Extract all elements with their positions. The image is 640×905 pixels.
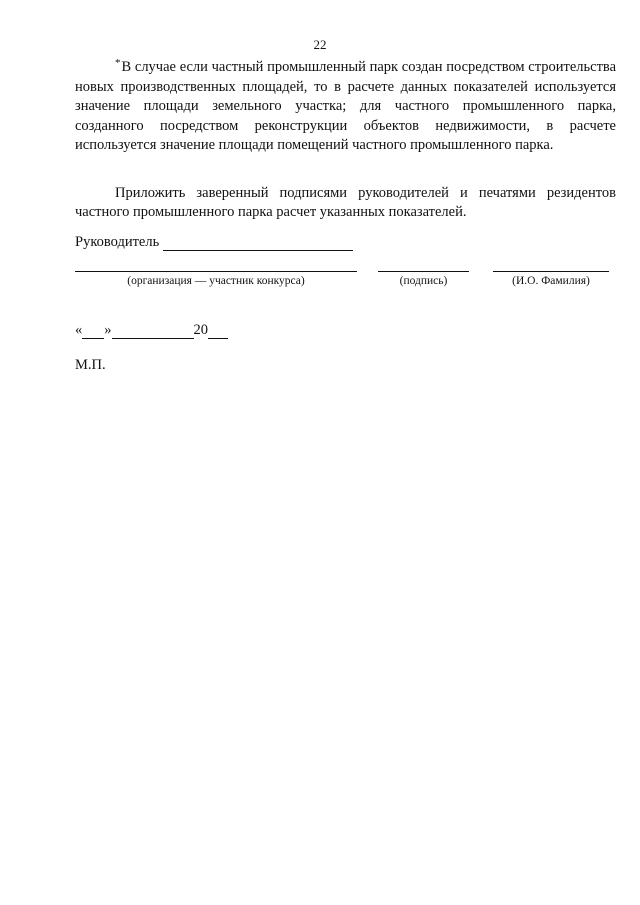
name-caption: (И.О. Фамилия) bbox=[512, 275, 590, 287]
name-blank-line bbox=[493, 271, 609, 272]
footnote-paragraph bbox=[75, 58, 616, 155]
year-prefix: 20 bbox=[193, 322, 208, 338]
head-signature-row bbox=[75, 234, 353, 251]
organization-blank-line bbox=[75, 271, 357, 272]
date-close-quote: » bbox=[104, 322, 112, 338]
page-number: 22 bbox=[313, 37, 327, 52]
day-blank bbox=[82, 324, 104, 339]
signature-blank-line bbox=[378, 271, 469, 272]
year-blank bbox=[208, 324, 228, 339]
date-line bbox=[75, 322, 228, 339]
organization-caption: (организация — участник конкурса) bbox=[127, 275, 305, 287]
head-name-blank bbox=[163, 236, 353, 251]
attachment-instruction: Приложить заверенный подписями руководителей и печатями резидентов частного промышленного парка расчет указанных показателей. bbox=[75, 185, 616, 221]
stamp-placeholder: М.П. bbox=[75, 357, 106, 373]
footnote-text: В случае если частный промышленный парк создан посредством строительства новых производственных площадей, то в расчете данных показателей используется значение площади земельного участка; для частного промышленного парка, созданного посредством реконструкции объектов недвижимости, в расчете используется значение площади помещений частного промышленного парка. bbox=[75, 59, 616, 153]
signature-caption: (подпись) bbox=[399, 275, 448, 287]
date-open-quote: « bbox=[75, 322, 83, 338]
head-label: Руководитель bbox=[75, 234, 160, 250]
month-blank bbox=[112, 324, 194, 339]
footnote-marker: * bbox=[115, 57, 121, 69]
